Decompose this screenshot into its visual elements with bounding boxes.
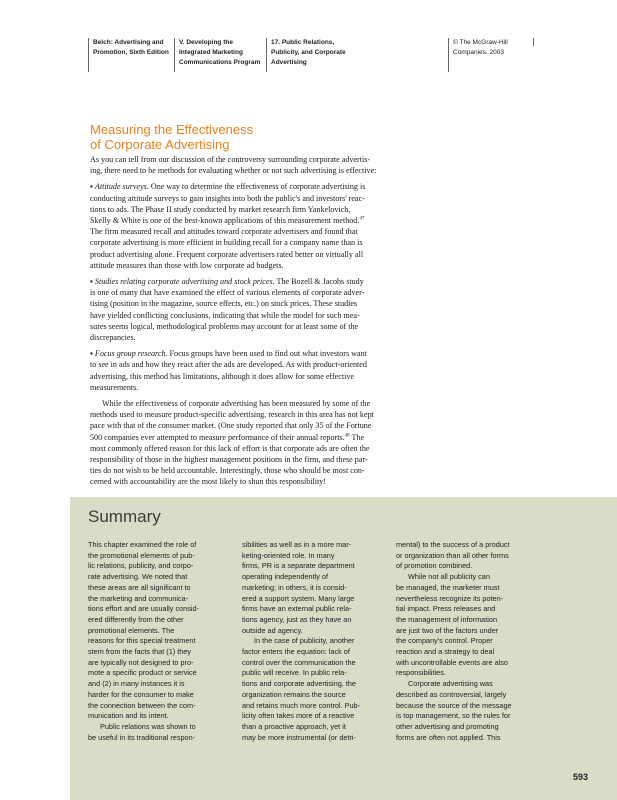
summary-box: [70, 497, 617, 800]
summary-line: outside ad agency.: [242, 625, 303, 635]
summary-line: lic relations, publicity, and corpo-: [88, 561, 194, 571]
summary-line: factor enters the equation: lack of: [242, 647, 350, 657]
summary-line: tions and corporate advertising, the: [242, 679, 356, 689]
summary-line: forms are often not applied. This: [396, 732, 501, 742]
header-rule: [533, 38, 534, 46]
summary-line: or organization than all other forms: [396, 550, 509, 560]
summary-line: described as controversial, largely: [396, 689, 507, 699]
summary-line: control over the communication the: [242, 657, 356, 667]
summary-line: keting-oriented role. In many: [242, 550, 335, 560]
summary-line: nevertheless recognize its poten-: [396, 593, 504, 603]
summary-line: with uncontrollable events are also: [396, 657, 508, 667]
summary-line: tions agency, just as they have an: [242, 614, 352, 624]
summary-line: the connection between the com-: [88, 700, 196, 710]
header-publisher: © The McGraw-Hill Companies, 2003: [448, 38, 534, 72]
summary-line: ered a support system. Many large: [242, 593, 355, 603]
main-body: [90, 154, 530, 488]
footnote-ref: 48: [344, 432, 350, 438]
summary-line: are just two of the factors under: [396, 625, 499, 635]
summary-line: While not all publicity can: [408, 572, 490, 582]
summary-line: marketing; in others, it is consid-: [242, 582, 347, 592]
header-book: Belch: Advertising and Promotion, Sixth Edition: [88, 38, 173, 72]
summary-line: mote a specific product or service: [88, 668, 197, 678]
summary-line: is top management, so the rules for: [396, 711, 511, 721]
summary-line: public will receive. In public rela-: [242, 668, 347, 678]
bullet-attitude-surveys: ▪ Attitude surveys. One way to determine the effectiveness of corporate advertising is conducting attitude surveys to gain insights into both the public's and investors' reac- tions to ads. The Phase II study conducted by market research firm Yankelovich, Skelly & White is one of the best-known applications of this measurement method.$^{47}$ The firm measured recall and attitudes toward corporate advertisers and found that corporate advertising is more efficient in building recall for a company name than is product advertising alone. Frequent corporate advertisers rated better on virtually all attitude measures than those with low corporate ad budgets.: [90, 182, 366, 270]
summary-line: harder for the consumer to make: [88, 689, 194, 699]
summary-line: the management of information: [396, 614, 497, 624]
summary-line: operating independently of: [242, 572, 329, 582]
summary-line: ered differently from the other: [88, 614, 184, 624]
summary-line: be managed, the marketer must: [396, 582, 500, 592]
summary-line: be useful in its traditional respon-: [88, 732, 196, 742]
summary-line: firms, PR is a separate department: [242, 561, 355, 571]
summary-line: of promotion combined.: [396, 561, 473, 571]
summary-line: This chapter examined the role of: [88, 540, 197, 549]
summary-line: reasons for this special treatment: [88, 636, 196, 646]
running-header: [88, 38, 533, 72]
summary-line: tions effort and are usually consid-: [88, 604, 200, 614]
summary-line: these areas are all significant to: [88, 582, 191, 592]
summary-line: In the case of publicity, another: [254, 636, 355, 646]
bullet-icon: ▪: [90, 349, 95, 359]
bullet-stock-prices: ▪ Studies relating corporate advertising and stock prices. The Bozell & Jacobs study is one of many that have examined the effect of various elements of corporate adver- tising (position in the magazine, source effects, etc.) on stock prices. These studies have yielded conflicting conclusions, indicating that while the model for such mea- sures seems logical, methodological problems may account for at least some of the discrepancies.: [90, 277, 365, 343]
summary-column-3: [396, 540, 541, 743]
closing-paragraph: While the effectiveness of corporate advertising has been measured by some of the methods used to measure product-specific advertising, research in this area has not kept pace with that of the consumer market. (One study reported that only 35 of the Fortune 500 companies ever attempted to measure performance of their annual reports.$^{48}$ The most commonly offered reason for this lack of effort is that corporate ads are often the responsibility of those in the highest management positions in the firm, and these par- ties do not wish to be held accountable. Interestingly, those who should be most con- cerned with accountability are the most likely to shun this responsibility!: [90, 399, 374, 487]
footnote-ref: 47: [359, 216, 365, 222]
header-chapter: 17. Public Relations, Publicity, and Corporate Advertising: [266, 38, 376, 72]
summary-line: reaction and a strategy to deal: [396, 647, 495, 657]
bullet-icon: ▪: [90, 182, 95, 192]
summary-line: stem from the facts that (1) they: [88, 647, 192, 657]
page-number: 593: [572, 772, 588, 782]
summary-line: sibilities as well as in a more mar-: [242, 540, 352, 549]
summary-line: Public relations was shown to: [100, 721, 196, 731]
summary-line: the company's control. Proper: [396, 636, 493, 646]
summary-column-2: [242, 540, 387, 743]
summary-line: the promotional elements of pub-: [88, 550, 195, 560]
summary-line: are typically not designed to pro-: [88, 657, 194, 667]
summary-line: firms have an external public rela-: [242, 604, 352, 614]
summary-line: other advertising and promoting: [396, 721, 499, 731]
summary-line: rate advertising. We noted that: [88, 572, 188, 582]
summary-line: tial impact. Press releases and: [396, 604, 496, 614]
summary-line: mental) to the success of a product: [396, 540, 510, 549]
summary-line: may be more instrumental (or detri-: [242, 732, 356, 742]
summary-line: responsibilities.: [396, 668, 446, 678]
summary-line: Corporate advertising was: [408, 679, 493, 689]
summary-title: Summary: [88, 507, 161, 526]
summary-line: licity often takes more of a reactive: [242, 711, 355, 721]
summary-line: the marketing and communica-: [88, 593, 189, 603]
summary-line: and (2) in many instances it is: [88, 679, 185, 689]
summary-line: than a proactive approach, yet it: [242, 721, 346, 731]
header-part: V. Developing the Integrated Marketing Communications Program: [174, 38, 266, 72]
bullet-focus-group: ▪ Focus group research. Focus groups have been used to find out what investors want to see in ads and how they react after the ads are developed. As with product-oriented advertising, this method has limitations, although it does allow for some effective measurements.: [90, 349, 367, 392]
summary-line: promotional elements. The: [88, 625, 175, 635]
summary-line: because the source of the message: [396, 700, 512, 710]
bullet-icon: ▪: [90, 277, 95, 287]
section-title: Measuring the Effectiveness of Corporate Advertising: [90, 122, 254, 152]
intro-paragraph: As you can tell from our discussion of the controversy surrounding corporate advertis- ing, there need to be methods for evaluating whether or not such advertising is effective:: [90, 155, 377, 176]
summary-line: and retains much more control. Pub-: [242, 700, 361, 710]
summary-column-1: [88, 540, 233, 743]
summary-line: munication and its intent.: [88, 711, 169, 721]
summary-line: organization remains the source: [242, 689, 346, 699]
